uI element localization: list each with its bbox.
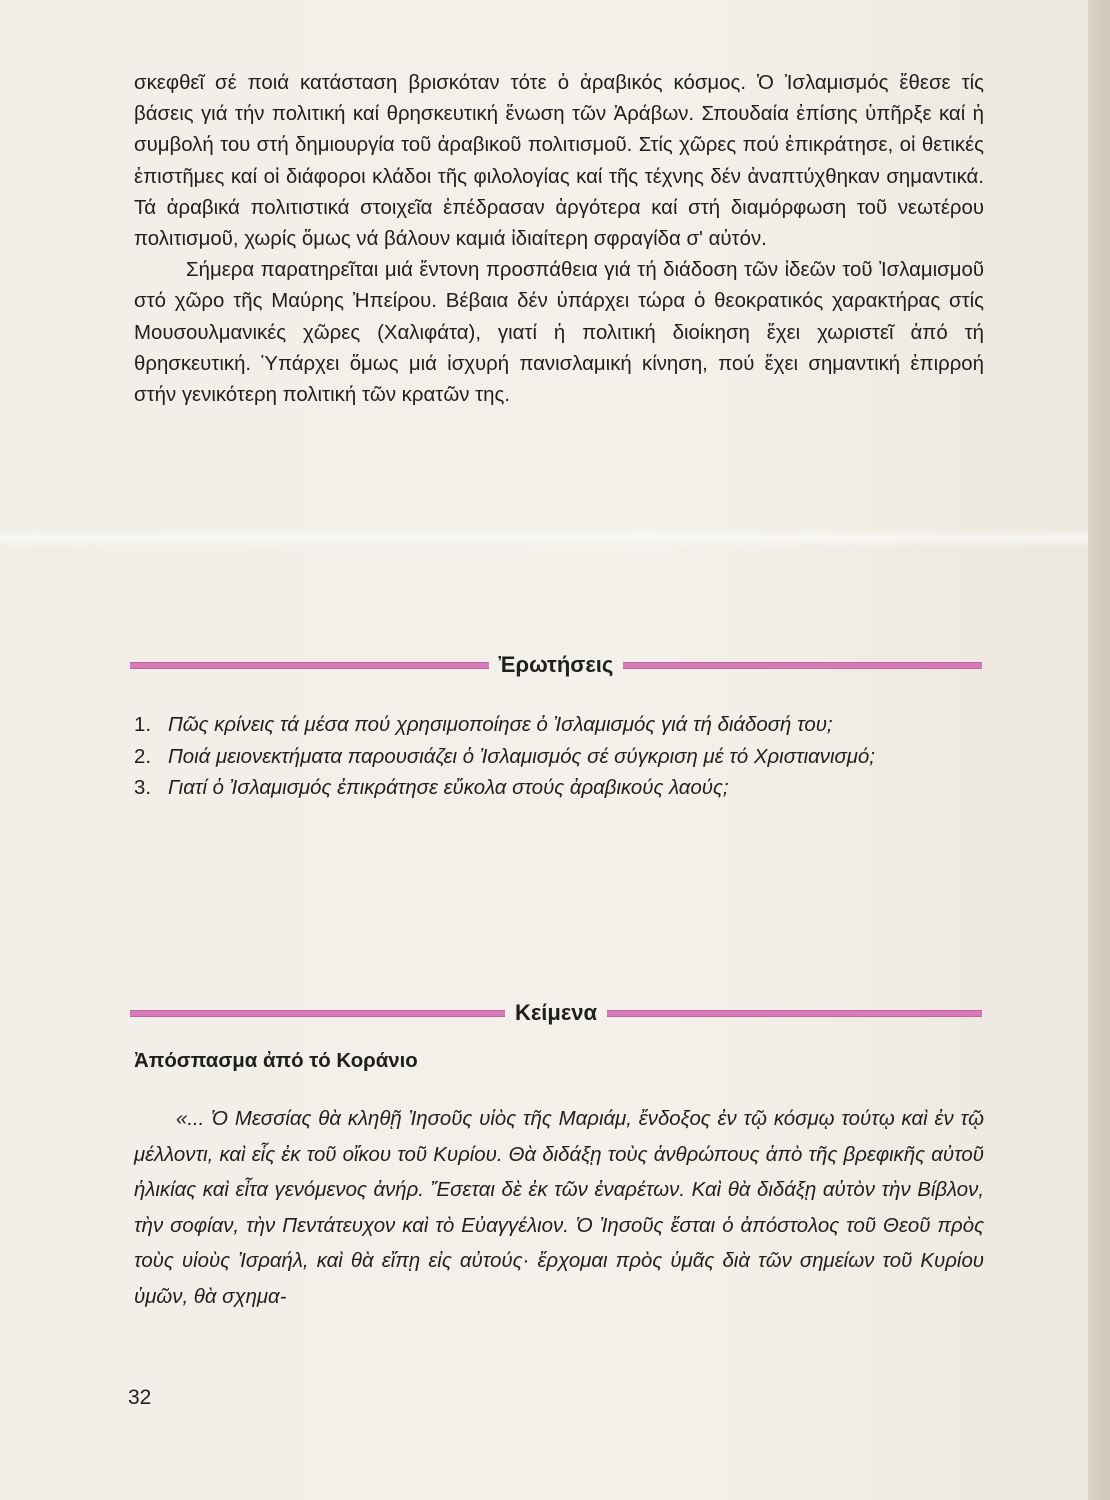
page-number: 32 bbox=[128, 1386, 152, 1409]
paragraph-2: Σήμερα παρατηρεῖται μιά ἔντονη προσπάθεια γιά τή διάδοση τῶν ἰδεῶν τοῦ Ἰσλαμισμοῦ στό χῶρο τῆς Μαύρης Ἠπείρου. Βέβαια δέν ὑπάρχει τώρα ὁ θεοκρατικός χαρακτήρας στίς Μουσουλμανικές χῶρες (Χαλιφάτα), γιατί ἡ πολιτική διοίκηση ἔχει χωριστεῖ ἀπό τή θρησκευτική. Ὑπάρχει ὅμως μιά ἰσχυρή πανισλαμική κίνηση, πού ἔχει σημαντική ἐπιρροή στήν γενικότερη πολιτική τῶν κρατῶν της. bbox=[134, 259, 984, 407]
heading-rule-right bbox=[623, 662, 982, 669]
questions-heading bbox=[130, 648, 982, 682]
questions-title: Ἐρωτήσεις bbox=[498, 652, 614, 677]
page-crease bbox=[0, 528, 1088, 548]
question-item bbox=[134, 710, 984, 742]
question-text: Γιατί ὁ Ἰσλαμισμός ἐπικράτησε εὔκολα στούς ἀραβικούς λαούς; bbox=[168, 777, 729, 799]
question-text: Ποιά μειονεκτήματα παρουσιάζει ὁ Ἰσλαμισμός σέ σύγκριση μέ τό Χριστιανισμό; bbox=[168, 745, 875, 768]
excerpt-title: Ἀπόσπασμα ἀπό τό Κοράνιο bbox=[134, 1050, 418, 1072]
heading-rule-left bbox=[130, 662, 489, 669]
heading-rule-right bbox=[607, 1010, 982, 1017]
body-text bbox=[134, 68, 984, 411]
question-item bbox=[134, 773, 984, 805]
questions-list bbox=[134, 710, 984, 805]
paragraph-1: σκεφθεῖ σέ ποιά κατάσταση βρισκόταν τότε ὁ ἀραβικός κόσμος. Ὁ Ἰσλαμισμός ἔθεσε τίς βάσεις γιά τήν πολιτική καί θρησκευτική ἕνωση τῶν Ἀράβων. Σπουδαία ἐπίσης ὑπῆρξε καί ἡ συμβολή του στή δημιουργία τοῦ ἀραβικοῦ πολιτισμοῦ. Στίς χῶρες πού ἐπικράτησε, οἱ θετικές ἐπιστῆμες καί οἱ διάφοροι κλάδοι τῆς φιλολογίας καί τῆς τέχνης δέν ἀναπτύχθηκαν σημαντικά. Τά ἀραβικά πολιτιστικά στοιχεῖα ἐπέδρασαν ἀργότερα καί στή διαμόρφωση τοῦ νεωτέρου πολιτισμοῦ, χωρίς ὅμως νά βάλουν καμιά ἰδιαίτερη σφραγίδα σ' αὐτόν. bbox=[134, 72, 984, 251]
question-item bbox=[134, 742, 984, 774]
heading-rule-left bbox=[130, 1010, 505, 1017]
texts-heading bbox=[130, 996, 982, 1030]
question-number: 2. bbox=[134, 745, 152, 768]
next-page-edge bbox=[1088, 0, 1110, 1500]
question-text: Πῶς κρίνεις τά μέσα πού χρησιμοποίησε ὁ Ἰσλαμισμός γιά τή διάδοσή του; bbox=[168, 714, 833, 736]
question-number: 1. bbox=[134, 714, 152, 736]
texts-title: Κείμενα bbox=[514, 1000, 598, 1025]
koran-quote: «... Ὁ Μεσσίας θὰ κληθῇ Ἰησοῦς υἱὸς τῆς Μαριάμ, ἔνδοξος ἐν τῷ κόσμῳ τούτῳ καὶ ἐν τῷ μέλλοντι, καὶ εἷς ἐκ τοῦ οἴκου τοῦ Κυρίου. Θὰ διδάξῃ τοὺς ἀνθρώπους ἀπὸ τῆς βρεφικῆς αὐτοῦ ἡλικίας καὶ εἶτα γενόμενος ἀνήρ. Ἔσεται δὲ ἐκ τῶν ἐναρέτων. Καὶ θὰ διδάξῃ αὐτὸν τὴν Βίβλον, τὴν σοφίαν, τὴν Πεντάτευχον καὶ τὸ Εὐαγγέλιον. Ὁ Ἰησοῦς ἔσται ὁ ἀπόστολος τοῦ Θεοῦ πρὸς τοὺς υἱοὺς Ἰσραήλ, καὶ θὰ εἴπῃ εἰς αὐτούς· ἔρχομαι πρὸς ὑμᾶς διὰ τῶν σημείων τοῦ Κυρίου ὑμῶν, θὰ σχημα- bbox=[134, 1108, 984, 1308]
question-number: 3. bbox=[134, 777, 152, 799]
